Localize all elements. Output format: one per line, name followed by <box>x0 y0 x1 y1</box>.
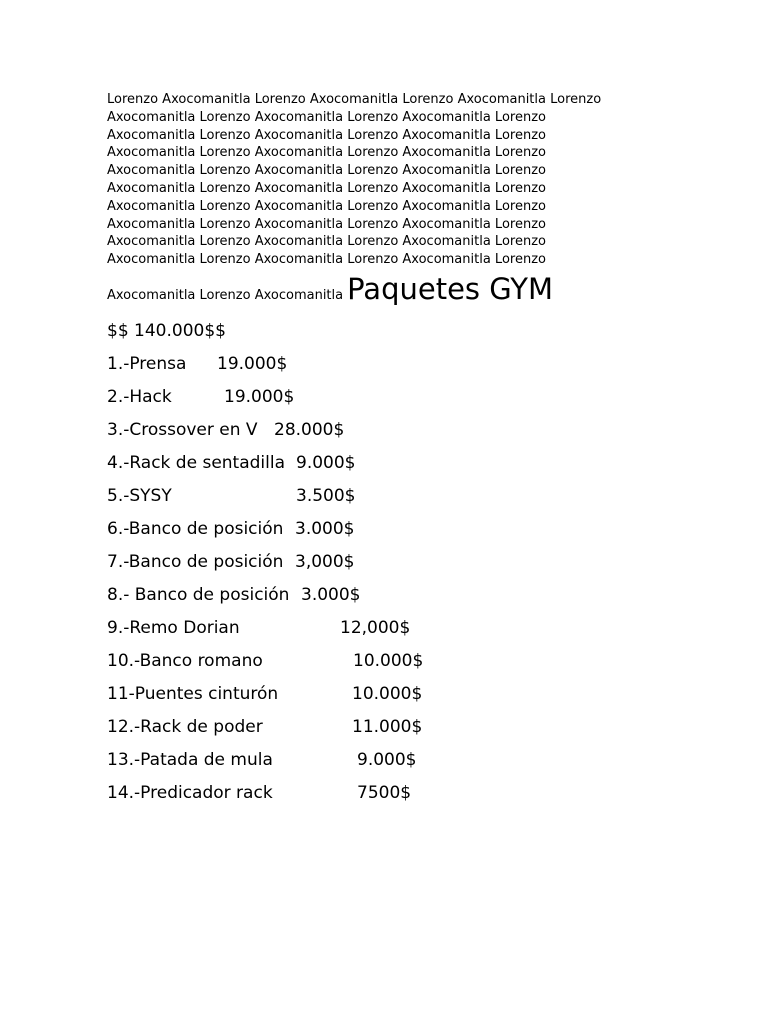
item-name: 7.-Banco de posición <box>107 552 284 572</box>
item-price: 3.000$ <box>295 519 355 539</box>
list-item <box>107 518 707 551</box>
intro-tail: Axocomanitla Lorenzo Axocomanitla <box>107 288 344 303</box>
item-price: 12,000$ <box>340 618 411 638</box>
item-price: 9.000$ <box>296 453 356 473</box>
item-name: 3.-Crossover en V <box>107 420 258 440</box>
item-price: 3.000$ <box>301 585 361 605</box>
intro-line: Axocomanitla Lorenzo Axocomanitla Lorenzo Axocomanitla Lorenzo <box>107 127 546 143</box>
intro-line: Axocomanitla Lorenzo Axocomanitla Lorenzo Axocomanitla Lorenzo <box>107 145 546 161</box>
list-item <box>107 782 707 815</box>
intro-line: Axocomanitla Lorenzo Axocomanitla Lorenzo Axocomanitla Lorenzo <box>107 198 546 214</box>
item-name: 14.-Predicador rack <box>107 783 273 803</box>
list-item <box>107 650 707 683</box>
item-price: 7500$ <box>357 783 412 803</box>
item-name: 1.-Prensa <box>107 354 187 374</box>
list-item <box>107 683 707 716</box>
item-name: 9.-Remo Dorian <box>107 618 240 638</box>
intro-line: Axocomanitla Lorenzo Axocomanitla Lorenzo Axocomanitla Lorenzo <box>107 109 546 125</box>
item-price: 3.500$ <box>296 486 356 506</box>
heading-line <box>107 272 553 306</box>
item-name: 6.-Banco de posición <box>107 519 284 539</box>
item-price: 11.000$ <box>352 717 423 737</box>
price-list <box>107 320 707 815</box>
page-title: Paquetes GYM <box>347 272 553 306</box>
list-item <box>107 353 707 386</box>
item-price: 3,000$ <box>295 552 355 572</box>
intro-line: Axocomanitla Lorenzo Axocomanitla Lorenzo Axocomanitla Lorenzo <box>107 180 546 196</box>
item-name: 11-Puentes cinturón <box>107 684 279 704</box>
list-item <box>107 452 707 485</box>
item-name: 4.-Rack de sentadilla <box>107 453 286 473</box>
item-price: 19.000$ <box>217 354 288 374</box>
item-price: 28.000$ <box>274 420 345 440</box>
total-row <box>107 320 707 353</box>
item-name: 12.-Rack de poder <box>107 717 263 737</box>
item-name: 8.- Banco de posición <box>107 585 290 605</box>
item-price: 10.000$ <box>352 684 423 704</box>
intro-paragraph <box>107 91 647 269</box>
list-item <box>107 419 707 452</box>
intro-line: Axocomanitla Lorenzo Axocomanitla Lorenzo Axocomanitla Lorenzo <box>107 216 546 232</box>
intro-line: Axocomanitla Lorenzo Axocomanitla Lorenzo Axocomanitla Lorenzo <box>107 252 546 268</box>
item-price: 19.000$ <box>224 387 295 407</box>
list-item <box>107 716 707 749</box>
intro-line: Axocomanitla Lorenzo Axocomanitla Lorenzo Axocomanitla Lorenzo <box>107 163 546 179</box>
item-name: 13.-Patada de mula <box>107 750 273 770</box>
list-item <box>107 386 707 419</box>
intro-line: Axocomanitla Lorenzo Axocomanitla Lorenzo Axocomanitla Lorenzo <box>107 234 546 250</box>
list-item <box>107 485 707 518</box>
item-name: 10.-Banco romano <box>107 651 263 671</box>
item-price: 9.000$ <box>357 750 417 770</box>
list-item <box>107 617 707 650</box>
list-item <box>107 749 707 782</box>
list-item <box>107 551 707 584</box>
intro-line: Lorenzo Axocomanitla Lorenzo Axocomanitla Lorenzo Axocomanitla Lorenzo <box>107 92 602 107</box>
list-item <box>107 584 707 617</box>
total-value: $$ 140.000$$ <box>107 321 226 341</box>
item-name: 5.-SYSY <box>107 486 172 506</box>
item-name: 2.-Hack <box>107 387 172 407</box>
item-price: 10.000$ <box>353 651 424 671</box>
